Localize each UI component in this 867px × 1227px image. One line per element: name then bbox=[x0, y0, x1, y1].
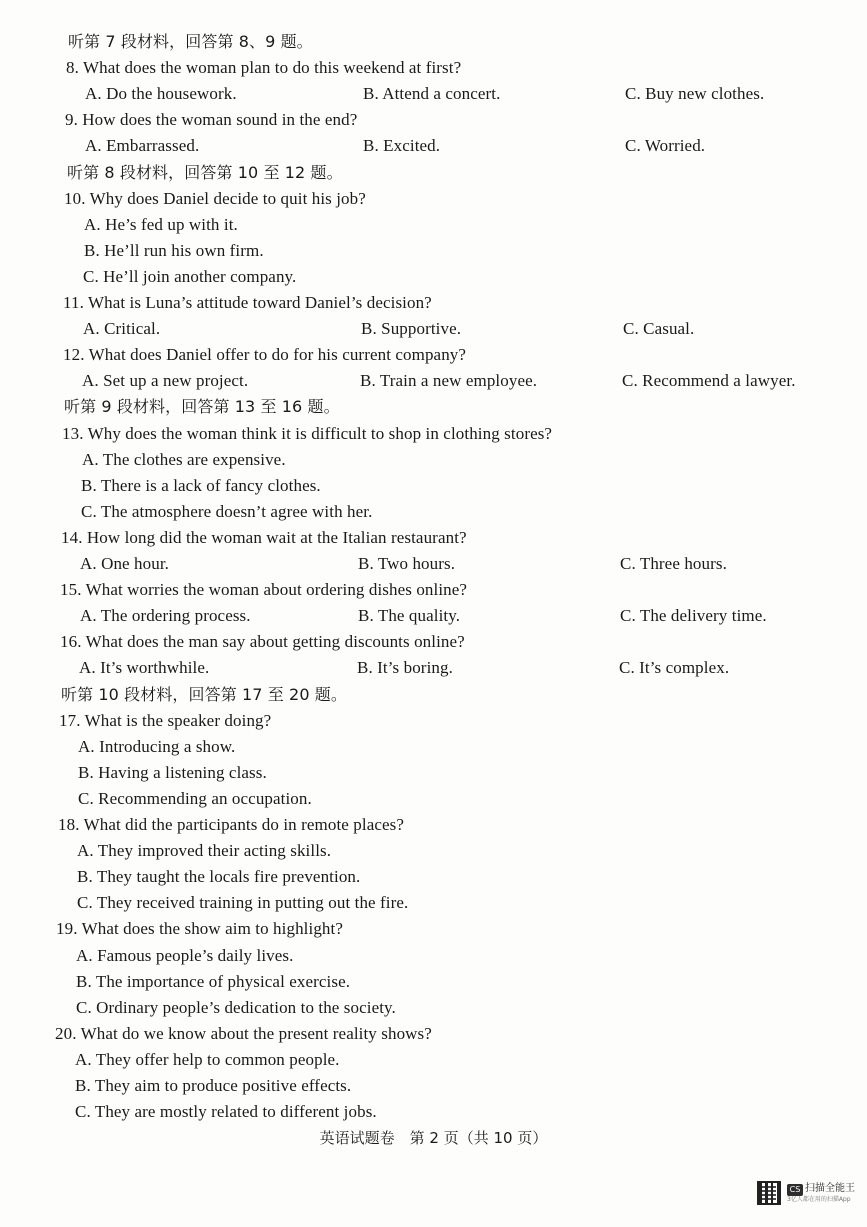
question-text: 20. What do we know about the present reality shows? bbox=[55, 1024, 432, 1043]
option-c: C. The delivery time. bbox=[620, 606, 767, 625]
option-c: C. Casual. bbox=[623, 319, 695, 338]
answer-option: C. The atmosphere doesn’t agree with her. bbox=[81, 502, 373, 521]
question-text: 8. What does the woman plan to do this weekend at first? bbox=[66, 58, 462, 77]
question-text: 12. What does Daniel offer to do for his current company? bbox=[63, 345, 467, 364]
answer-option: B. He’ll run his own firm. bbox=[84, 241, 264, 260]
question-text: 13. Why does the woman think it is difficult to shop in clothing stores? bbox=[62, 424, 553, 443]
camscanner-badge bbox=[757, 1181, 857, 1205]
question-text: 16. What does the man say about getting discounts online? bbox=[60, 632, 465, 651]
section-heading: 听第 10 段材料，回答第 17 至 20 题。 bbox=[61, 685, 347, 704]
option-b: B. Attend a concert. bbox=[363, 84, 501, 103]
option-b: B. Train a new employee. bbox=[360, 371, 538, 390]
section-heading: 听第 7 段材料，回答第 8、9 题。 bbox=[68, 32, 313, 51]
question-text: 9. How does the woman sound in the end? bbox=[65, 110, 358, 129]
answer-option: A. The clothes are expensive. bbox=[82, 450, 286, 469]
option-a: A. Embarrassed. bbox=[85, 136, 200, 155]
answer-option: B. There is a lack of fancy clothes. bbox=[81, 476, 321, 495]
option-a: A. Do the housework. bbox=[85, 84, 237, 103]
option-c: C. Recommend a lawyer. bbox=[622, 371, 796, 390]
page-footer: 英语试题卷 第 2 页（共 10 页） bbox=[319, 1129, 548, 1147]
answer-option: C. They are mostly related to different jobs. bbox=[75, 1102, 377, 1121]
question-text: 10. Why does Daniel decide to quit his job? bbox=[64, 189, 366, 208]
answer-option: A. He’s fed up with it. bbox=[84, 215, 238, 234]
option-b: B. The quality. bbox=[358, 606, 461, 625]
option-a: A. Set up a new project. bbox=[82, 371, 249, 390]
option-a: A. One hour. bbox=[80, 554, 170, 573]
question-text: 14. How long did the woman wait at the Italian restaurant? bbox=[61, 528, 467, 547]
answer-option: B. Having a listening class. bbox=[78, 763, 267, 782]
option-c: C. Worried. bbox=[625, 136, 706, 155]
question-text: 11. What is Luna’s attitude toward Daniel’s decision? bbox=[63, 293, 432, 312]
answer-option: C. They received training in putting out the fire. bbox=[77, 893, 409, 912]
answer-option: A. They offer help to common people. bbox=[75, 1050, 340, 1069]
option-b: B. Supportive. bbox=[361, 319, 462, 338]
answer-option: C. Recommending an occupation. bbox=[78, 789, 312, 808]
answer-option: B. The importance of physical exercise. bbox=[76, 972, 351, 991]
question-text: 17. What is the speaker doing? bbox=[59, 711, 272, 730]
option-a: A. It’s worthwhile. bbox=[79, 658, 210, 677]
option-a: A. The ordering process. bbox=[80, 606, 251, 625]
answer-option: A. Introducing a show. bbox=[78, 737, 236, 756]
option-c: C. It’s complex. bbox=[619, 658, 730, 677]
option-c: C. Buy new clothes. bbox=[625, 84, 765, 103]
answer-option: A. They improved their acting skills. bbox=[77, 841, 332, 860]
answer-option: A. Famous people’s daily lives. bbox=[76, 946, 294, 965]
camscanner-tagline: 3亿人都在用的扫描App bbox=[787, 1196, 851, 1203]
question-text: 19. What does the show aim to highlight? bbox=[56, 919, 343, 938]
option-b: B. It’s boring. bbox=[357, 658, 453, 677]
option-b: B. Excited. bbox=[363, 136, 441, 155]
section-heading: 听第 8 段材料，回答第 10 至 12 题。 bbox=[67, 163, 343, 182]
section-heading: 听第 9 段材料，回答第 13 至 16 题。 bbox=[64, 397, 340, 416]
question-text: 15. What worries the woman about ordering dishes online? bbox=[60, 580, 468, 599]
camscanner-logo: CS bbox=[787, 1184, 803, 1196]
option-b: B. Two hours. bbox=[358, 554, 456, 573]
camscanner-brand: 扫描全能王 bbox=[805, 1183, 855, 1194]
question-text: 18. What did the participants do in remote places? bbox=[58, 815, 404, 834]
answer-option: C. Ordinary people’s dedication to the society. bbox=[76, 998, 396, 1017]
answer-option: B. They aim to produce positive effects. bbox=[75, 1076, 352, 1095]
option-a: A. Critical. bbox=[83, 319, 161, 338]
option-c: C. Three hours. bbox=[620, 554, 727, 573]
answer-option: C. He’ll join another company. bbox=[83, 267, 297, 286]
answer-option: B. They taught the locals fire prevention. bbox=[77, 867, 361, 886]
qr-code-icon bbox=[757, 1181, 781, 1205]
